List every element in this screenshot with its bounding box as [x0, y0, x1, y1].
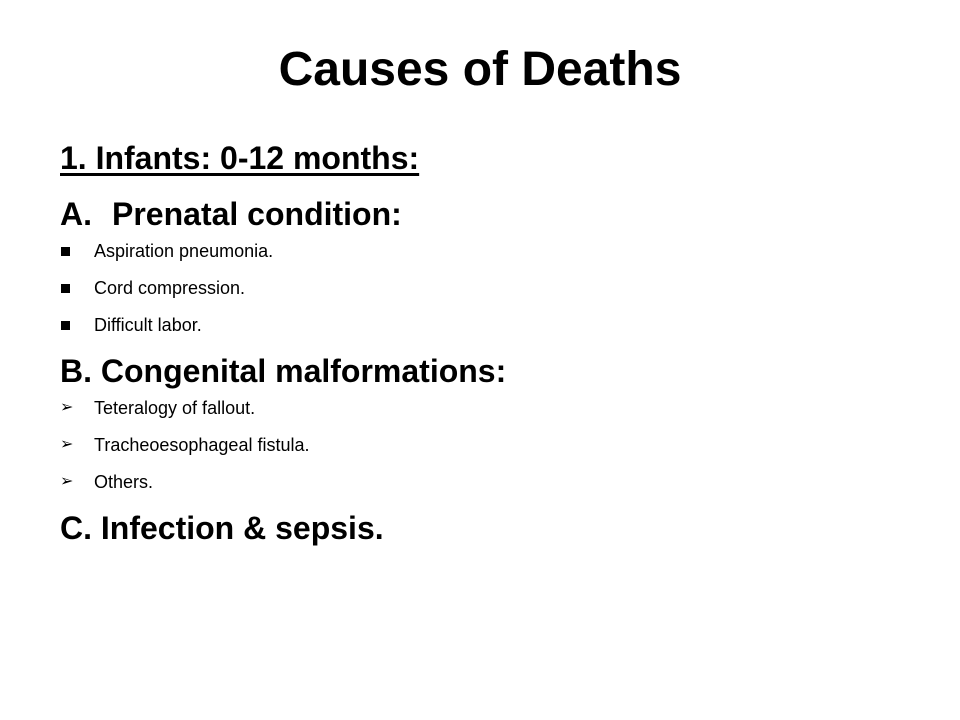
list-item [60, 240, 920, 262]
list-item [60, 397, 920, 419]
section-a-title: Prenatal condition: [112, 196, 402, 232]
section-a-list [60, 240, 920, 336]
section-c-heading [60, 508, 920, 548]
section-a-label: A. [60, 196, 92, 232]
list-item-text: Cord compression. [94, 278, 246, 298]
arrow-bullet-icon: ➢ [60, 473, 74, 490]
list-item-text: Teteralogy of fallout. [94, 398, 256, 418]
list-item-text: Difficult labor. [94, 315, 202, 335]
square-bullet-icon [61, 284, 70, 293]
main-heading: 1. Infants: 0-12 months: [60, 140, 420, 176]
slide-title: Causes of Deaths [278, 43, 682, 96]
list-item [60, 471, 920, 493]
arrow-bullet-icon: ➢ [60, 436, 74, 453]
section-a-heading [60, 194, 920, 234]
section-c-label: C. [60, 510, 92, 546]
section-b-list [60, 397, 920, 493]
slide-content [60, 138, 920, 548]
section-b-title: Congenital malformations: [100, 353, 507, 389]
list-item-text: Tracheoesophageal fistula. [94, 435, 310, 455]
section-b-label: B. [60, 353, 92, 389]
arrow-bullet-icon: ➢ [60, 399, 74, 416]
list-item [60, 314, 920, 336]
square-bullet-icon [61, 321, 70, 330]
list-item-text: Others. [94, 472, 154, 492]
list-item [60, 434, 920, 456]
square-bullet-icon [61, 247, 70, 256]
section-b-heading [60, 351, 920, 391]
section-c-title: Infection & sepsis. [100, 510, 384, 546]
list-item-text: Aspiration pneumonia. [94, 241, 274, 261]
list-item [60, 277, 920, 299]
